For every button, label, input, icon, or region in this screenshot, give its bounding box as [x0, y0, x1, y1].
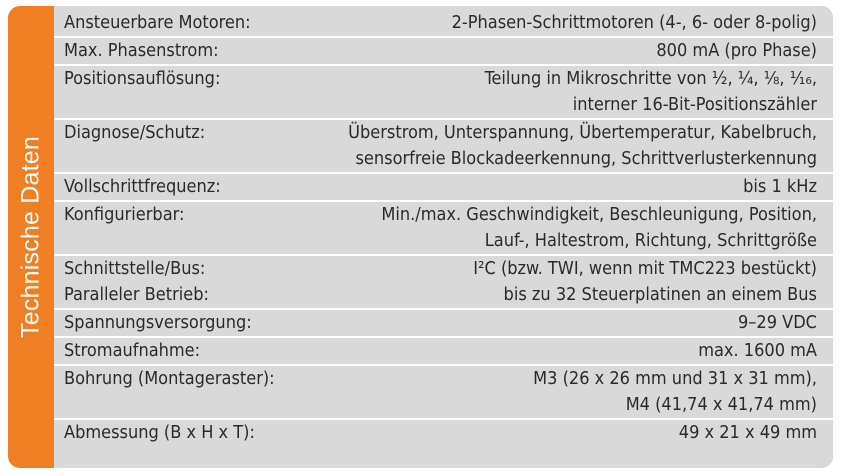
- spec-value: [334, 310, 833, 336]
- spec-row: [54, 202, 833, 256]
- spec-value: [334, 202, 833, 254]
- spec-value: [334, 10, 833, 36]
- spec-value-line: I²C (bzw. TWI, wenn mit TMC223 bestückt): [473, 258, 817, 279]
- spec-key: Schnittstelle/Bus:: [64, 258, 206, 279]
- spec-panel: [8, 6, 833, 468]
- spec-key: Vollschrittfrequenz:: [64, 176, 221, 197]
- spec-row: [54, 6, 833, 38]
- spec-key: Diagnose/Schutz:: [64, 122, 206, 143]
- spec-value: [334, 282, 833, 308]
- spec-value-line: max. 1600 mA: [698, 340, 817, 361]
- spec-row: [54, 310, 833, 338]
- spec-value: [334, 366, 833, 418]
- spec-value-line: 9–29 VDC: [738, 312, 817, 333]
- spec-row: [54, 120, 833, 174]
- spec-value-line: 2-Phasen-Schrittmotoren (4-, 6- oder 8-polig): [451, 12, 817, 33]
- spec-value: [334, 174, 833, 200]
- spec-key: Spannungsversorgung:: [64, 312, 252, 333]
- spec-key: Ansteuerbare Motoren:: [64, 12, 251, 33]
- spec-value-line: 800 mA (pro Phase): [656, 40, 817, 61]
- spec-value-line: M4 (41,74 x 41,74 mm): [625, 394, 817, 415]
- spec-value-line: Lauf-, Haltestrom, Richtung, Schrittgröße: [484, 230, 817, 251]
- spec-value-line: 49 x 21 x 49 mm: [678, 422, 817, 443]
- spec-row: [54, 366, 833, 420]
- spec-value: [334, 120, 833, 172]
- spec-value-line: interner 16-Bit-Positionszähler: [572, 94, 817, 115]
- spec-value: [334, 66, 833, 118]
- side-label-bar: [8, 6, 54, 468]
- spec-value-line: sensorfreie Blockadeerkennung, Schrittverlusterkennung: [355, 148, 817, 169]
- spec-key: Max. Phasenstrom:: [64, 40, 219, 61]
- spec-row: [54, 420, 833, 450]
- spec-value-line: Min./max. Geschwindigkeit, Beschleunigung, Position,: [381, 204, 817, 225]
- spec-row: [54, 38, 833, 66]
- spec-value: [334, 420, 833, 446]
- spec-key: Positionsauflösung:: [64, 68, 221, 89]
- spec-table: [54, 6, 833, 468]
- spec-key: Konfigurierbar:: [64, 204, 185, 225]
- spec-value-line: bis 1 kHz: [743, 176, 817, 197]
- spec-value-line: M3 (26 x 26 mm und 31 x 31 mm),: [533, 368, 817, 389]
- spec-key: Abmessung (B x H x T):: [64, 422, 255, 443]
- spec-row: [54, 282, 833, 310]
- spec-key: Paralleler Betrieb:: [64, 284, 209, 305]
- spec-value-line: bis zu 32 Steuerplatinen an einem Bus: [503, 284, 817, 305]
- spec-key: Bohrung (Montageraster):: [64, 368, 275, 389]
- side-label: Technische Daten: [16, 136, 45, 338]
- spec-value: [334, 338, 833, 364]
- spec-row: [54, 66, 833, 120]
- spec-row: [54, 338, 833, 366]
- spec-value: [334, 256, 833, 282]
- spec-value-line: Teilung in Mikroschritte von ½, ¼, ⅛, ¹⁄₁₆,: [484, 68, 817, 89]
- spec-value: [334, 38, 833, 64]
- spec-value-line: Überstrom, Unterspannung, Übertemperatur, Kabelbruch,: [348, 122, 817, 143]
- spec-row: [54, 256, 833, 282]
- spec-row: [54, 174, 833, 202]
- spec-key: Stromaufnahme:: [64, 340, 201, 361]
